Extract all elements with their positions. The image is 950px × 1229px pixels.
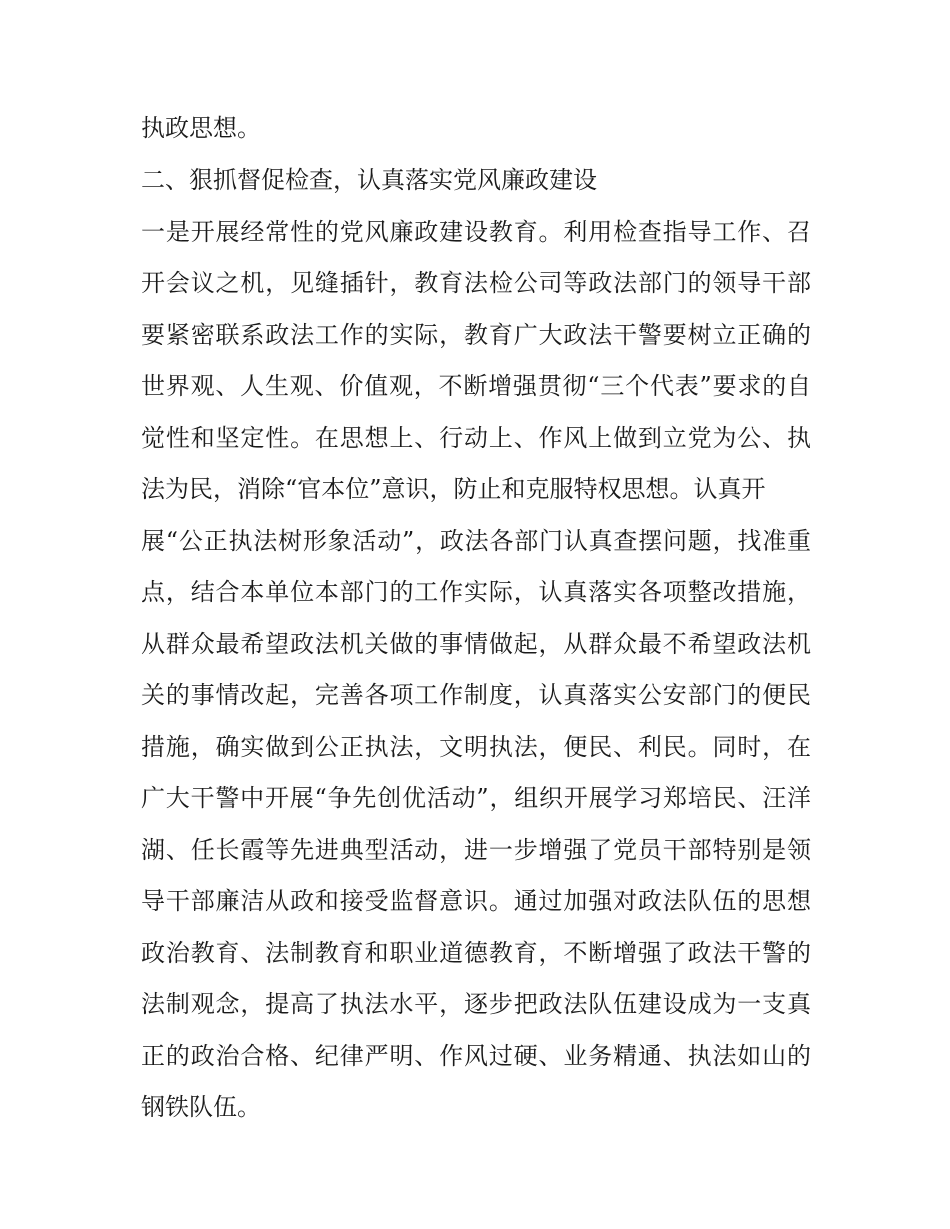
text-line: 法制观念，提高了执法水平，逐步把政法队伍建设成为一支真 bbox=[141, 990, 811, 1018]
text-line: 关的事情改起，完善各项工作制度，认真落实公安部门的便民 bbox=[141, 681, 811, 709]
text-line: 一是开展经常性的党风廉政建设教育。利用检查指导工作、召 bbox=[141, 218, 811, 246]
text-line: 正的政治合格、纪律严明、作风过硬、业务精通、执法如山的 bbox=[141, 1042, 811, 1070]
text-line: 开会议之机，见缝插针，教育法检公司等政法部门的领导干部 bbox=[141, 269, 811, 297]
text-line: 觉性和坚定性。在思想上、行动上、作风上做到立党为公、执 bbox=[141, 424, 811, 452]
text-line: 法为民，消除“官本位”意识，防止和克服特权思想。认真开 bbox=[141, 475, 766, 503]
text-line: 从群众最希望政法机关做的事情做起，从群众最不希望政法机 bbox=[141, 630, 811, 658]
text-line: 执政思想。 bbox=[141, 114, 261, 142]
section-heading: 二、狠抓督促检查，认真落实党风廉政建设 bbox=[141, 166, 597, 194]
text-line: 广大干警中开展“争先创优活动”，组织开展学习郑培民、汪洋 bbox=[141, 784, 811, 812]
text-line: 要紧密联系政法工作的实际，教育广大政法干警要树立正确的 bbox=[141, 321, 811, 349]
text-line: 点，结合本单位本部门的工作实际，认真落实各项整改措施， bbox=[141, 578, 811, 606]
text-line: 钢铁队伍。 bbox=[141, 1093, 261, 1121]
text-line: 政治教育、法制教育和职业道德教育，不断增强了政法干警的 bbox=[141, 939, 811, 967]
text-line: 展“公正执法树形象活动”，政法各部门认真查摆问题，找准重 bbox=[141, 527, 811, 555]
text-line: 湖、任长霞等先进典型活动，进一步增强了党员干部特别是领 bbox=[141, 836, 811, 864]
text-line: 世界观、人生观、价值观，不断增强贯彻“三个代表”要求的自 bbox=[141, 372, 811, 400]
text-line: 导干部廉洁从政和接受监督意识。通过加强对政法队伍的思想 bbox=[141, 887, 811, 915]
text-line: 措施，确实做到公正执法，文明执法，便民、利民。同时，在 bbox=[141, 733, 811, 761]
